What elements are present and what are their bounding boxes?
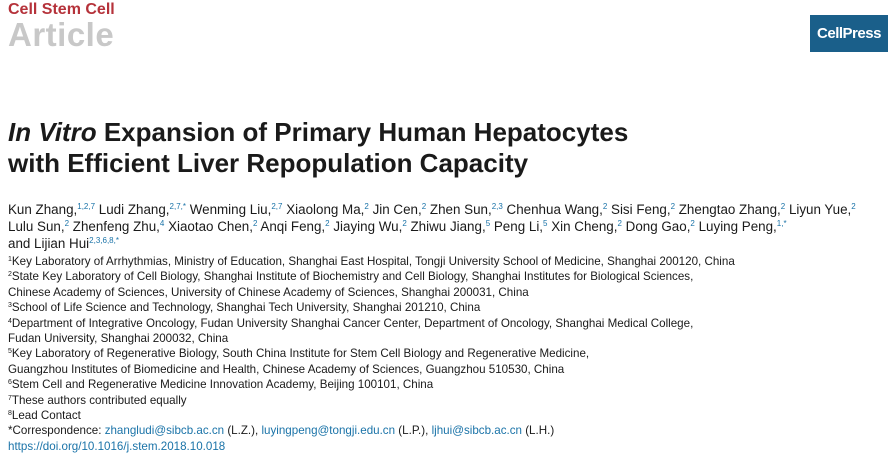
author-name[interactable]: Kun Zhang,$^{1,2,7}$ <box>8 202 96 217</box>
author-name[interactable]: Dong Gao,$^2$ <box>625 219 695 234</box>
affiliations-block <box>8 254 890 454</box>
affiliation-line: Chinese Academy of Sciences, University of Chinese Academy of Sciences, Shanghai 200031, China <box>8 285 529 299</box>
affiliation-number: 8 <box>8 410 12 418</box>
author-name[interactable]: Jin Cen,$^2$ <box>372 202 427 217</box>
author-affiliation-sup[interactable]: 4 <box>159 219 165 228</box>
title-line-2: with Efficient Liver Repopulation Capacity <box>8 148 529 178</box>
title-line-1: In Vitro Expansion of Primary Human Hepatocytes <box>8 117 629 147</box>
affiliation-line: Fudan University, Shanghai 200032, China <box>8 332 229 346</box>
author-list <box>8 201 890 252</box>
article-type-label: Article <box>8 16 115 53</box>
affiliation-number: 1 <box>8 256 12 263</box>
author-name[interactable]: Jiaying Wu,$^2$ <box>333 219 407 234</box>
author-name[interactable]: Lulu Sun,$^2$ <box>8 219 70 234</box>
affiliation-number: 2 <box>8 271 12 279</box>
author-affiliation-sup[interactable]: 2 <box>325 219 330 228</box>
author-name[interactable]: Luying Peng,$^{1,*}$ <box>698 219 787 234</box>
affiliation-number: 5 <box>8 348 12 356</box>
author-affiliation-sup[interactable]: 2 <box>690 219 695 228</box>
author-name[interactable]: Ludi Zhang,$^{2,7,*}$ <box>98 202 186 217</box>
author-affiliation-sup[interactable]: 2 <box>64 219 70 228</box>
author-affiliation-sup[interactable]: 2 <box>780 202 786 211</box>
author-affiliation-sup[interactable]: 2 <box>602 202 608 211</box>
author-affiliation-sup[interactable]: 5 <box>485 219 491 228</box>
affiliation-number: 6 <box>8 379 12 387</box>
author-name[interactable]: Xiaolong Ma,$^2$ <box>286 202 369 217</box>
journal-name: Cell Stem Cell <box>8 1 115 18</box>
author-affiliation-sup[interactable]: 1,* <box>776 219 787 228</box>
author-affiliation-sup[interactable]: 2 <box>252 219 258 228</box>
author-name[interactable]: Sisi Feng,$^2$ <box>611 202 676 217</box>
affiliation-line: $^1$Key Laboratory of Arrhythmias, Ministry of Education, Shanghai East Hospital, Tongji University School of Medicine, Shanghai 200120, China <box>8 255 735 268</box>
author-affiliation-sup[interactable]: 2,7,* <box>169 202 186 211</box>
author-name[interactable]: Zhen Sun,$^{2,3}$ <box>429 202 503 217</box>
affiliation-line: $^3$School of Life Science and Technology, Shanghai Tech University, Shanghai 201210, China <box>8 301 481 315</box>
author-name[interactable]: Zhiwu Jiang,$^5$ <box>410 219 491 234</box>
affiliation-line: $^4$Department of Integrative Oncology, Fudan University Shanghai Cancer Center, Department of Oncology, Shanghai Medical College, <box>8 316 694 330</box>
affiliation-list <box>8 254 890 423</box>
affiliation-number: 7 <box>8 394 12 402</box>
affiliation-line: $^8$Lead Contact <box>8 409 81 423</box>
author-name[interactable]: Chenhua Wang,$^2$ <box>506 202 608 217</box>
author-name[interactable]: Peng Li,$^5$ <box>493 219 548 234</box>
author-name[interactable]: Liyun Yue,$^2$ <box>788 202 856 217</box>
author-affiliation-sup[interactable]: 2,3 <box>491 202 503 211</box>
email-link-hui[interactable]: ljhui@sibcb.ac.cn <box>431 424 522 438</box>
paper-title <box>8 117 628 179</box>
email-link-peng[interactable]: luyingpeng@tongji.edu.cn <box>261 424 396 438</box>
doi-link[interactable]: https://doi.org/10.1016/j.stem.2018.10.018 <box>8 439 226 453</box>
affiliation-number: 3 <box>8 302 12 310</box>
author-name[interactable]: and Lijian Hui$^{2,3,6,8,*}$ <box>8 236 119 251</box>
affiliation-line: $^5$Key Laboratory of Regenerative Biology, South China Institute for Stem Cell Biology and Regenerative Medicine, <box>8 347 590 361</box>
affiliation-line: Guangzhou Institutes of Biomedicine and Health, Chinese Academy of Sciences, Guangzhou 510530, China <box>8 362 565 376</box>
author-name[interactable]: Xiaotao Chen,$^2$ <box>168 219 258 234</box>
author-affiliation-sup[interactable]: 2 <box>670 202 676 211</box>
author-name[interactable]: Xin Cheng,$^2$ <box>551 219 622 234</box>
author-affiliation-sup[interactable]: 2 <box>421 202 427 211</box>
author-name[interactable]: Anqi Feng,$^2$ <box>260 219 330 234</box>
author-name[interactable]: Zhengtao Zhang,$^2$ <box>678 202 786 217</box>
cellpress-logo[interactable]: CellPress <box>810 15 888 52</box>
author-affiliation-sup[interactable]: 2 <box>402 219 407 228</box>
affiliation-number: 4 <box>8 317 12 325</box>
author-affiliation-sup[interactable]: 2 <box>851 202 856 211</box>
author-affiliation-sup[interactable]: 2,7 <box>271 202 283 211</box>
title-italic: In Vitro <box>8 117 97 147</box>
affiliation-line: $^6$Stem Cell and Regenerative Medicine Innovation Academy, Beijing 100101, China <box>8 378 434 392</box>
author-name[interactable]: Zhenfeng Zhu,$^4$ <box>72 219 165 234</box>
affiliation-line: $^7$These authors contributed equally <box>8 393 187 407</box>
author-affiliation-sup[interactable]: 2 <box>364 202 369 211</box>
author-affiliation-sup[interactable]: 2,3,6,8,* <box>89 236 119 245</box>
author-affiliation-sup[interactable]: 1,2,7 <box>77 202 96 211</box>
affiliation-line: $^2$State Key Laboratory of Cell Biology, Shanghai Institute of Biochemistry and Cell Biology, Shanghai Institutes for Biological Sciences, <box>8 270 694 284</box>
correspondence-line: *Correspondence: zhangludi@sibcb.ac.cn (L.Z.), luyingpeng@tongji.edu.cn (L.P.), ljhui@sibcb.ac.cn (L.H.) <box>8 424 555 438</box>
author-affiliation-sup[interactable]: 5 <box>543 219 548 228</box>
email-link-zhang[interactable]: zhangludi@sibcb.ac.cn <box>104 424 225 438</box>
author-affiliation-sup[interactable]: 2 <box>617 219 622 228</box>
author-name[interactable]: Wenming Liu,$^{2,7}$ <box>189 202 283 217</box>
